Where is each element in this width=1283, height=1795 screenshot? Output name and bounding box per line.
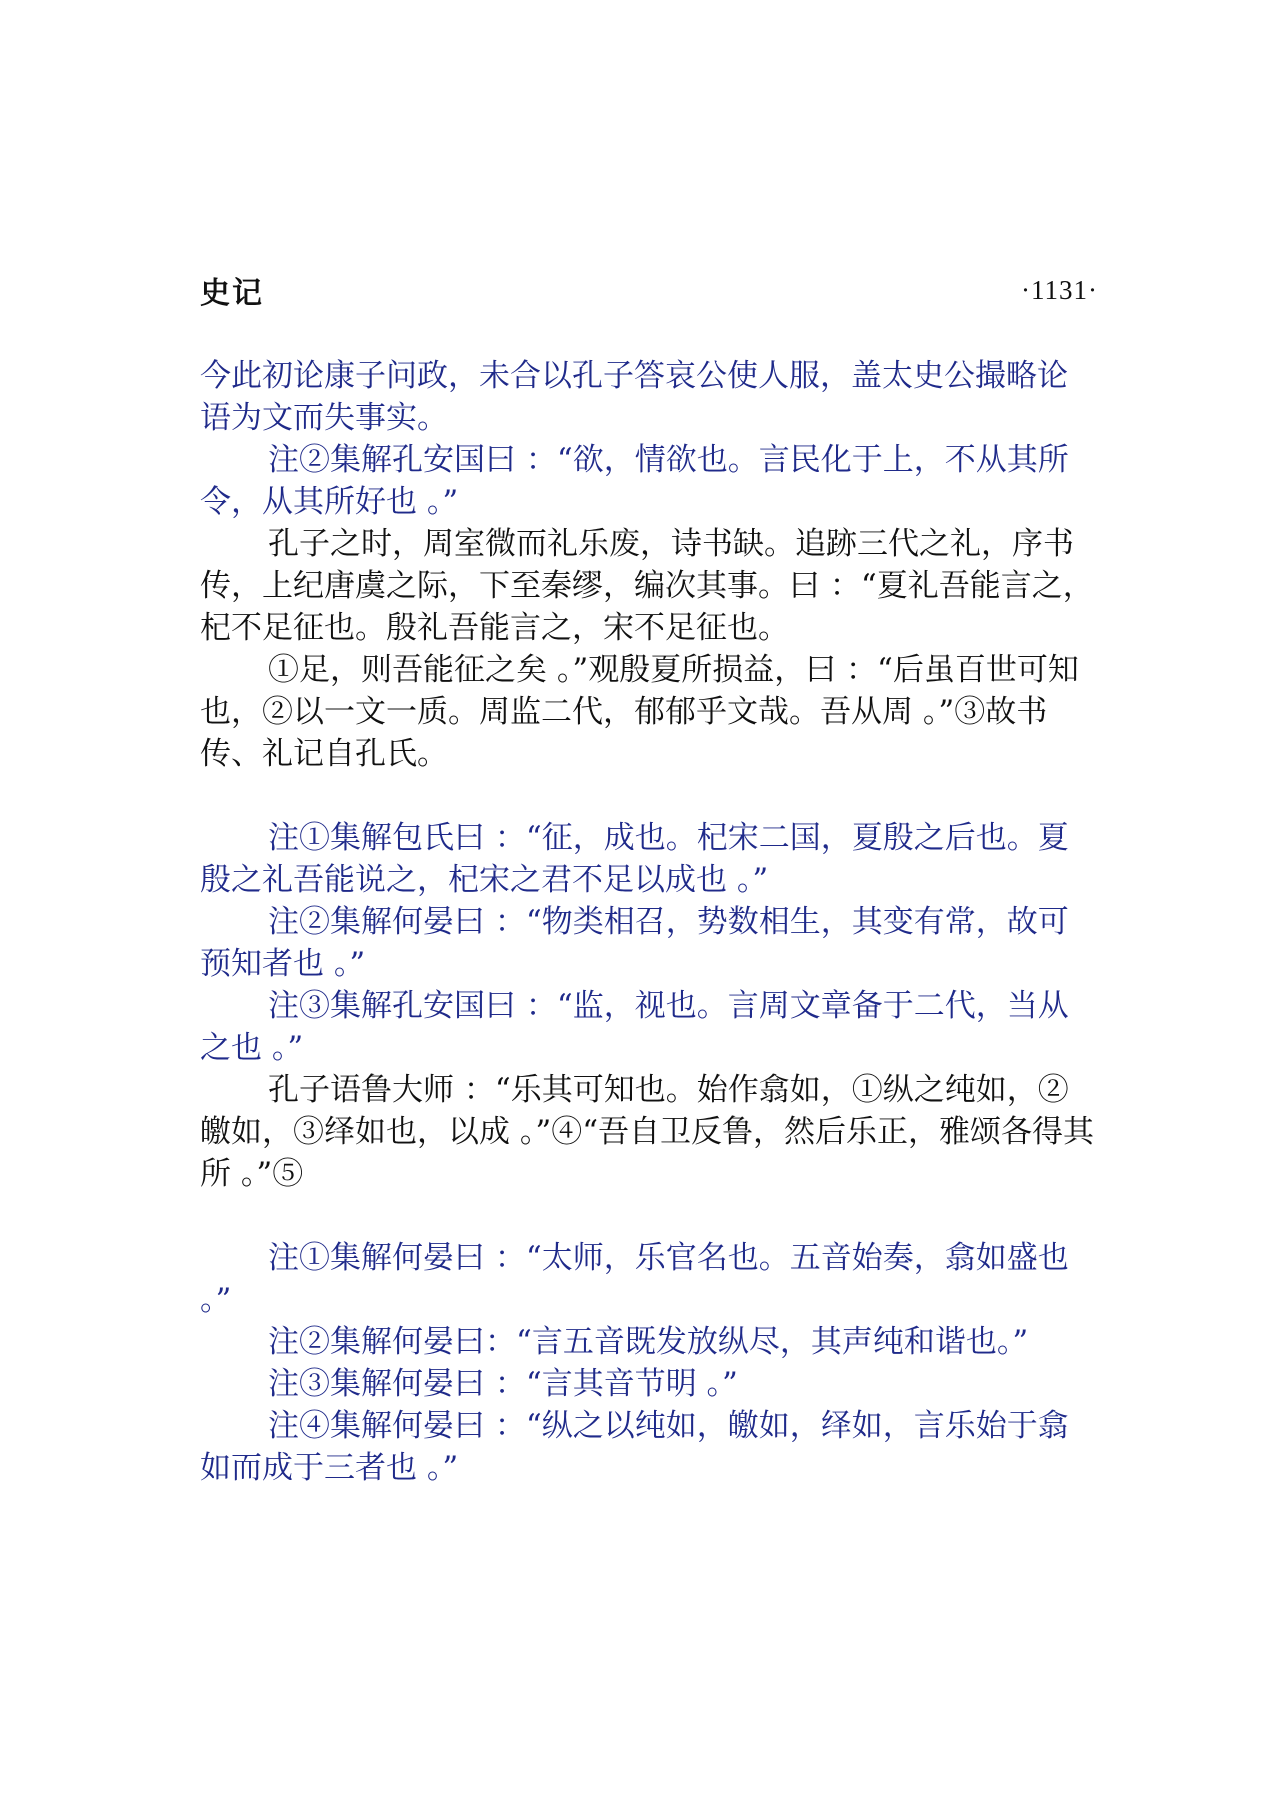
paragraph-continuation: 今此初论康子问政，未合以孔子答哀公使人服，盖太史公撮略论语为文而失事实。 xyxy=(200,358,1068,436)
main-text-paragraph: 孔子之时，周室微而礼乐废，诗书缺。追跡三代之礼，序书传，上纪唐虞之际，下至秦缪，编次其事。曰 ：“夏礼吾能言之，杞不足征也。殷礼吾能言之，宋不足征也。 xyxy=(200,526,1094,646)
page-body xyxy=(200,355,1098,1489)
annotation-paragraph: 注①集解何晏曰 ：“太师，乐官名也。五音始奏，翕如盛也 。” xyxy=(200,1240,1069,1318)
annotation-paragraph: 注③集解孔安国曰 ：“监，视也。言周文章备于二代，当从之也 。” xyxy=(200,988,1069,1066)
annotation-paragraph: 注①集解包氏曰 ：“征，成也。杞宋二国，夏殷之后也。夏殷之礼吾能说之，杞宋之君不足以成也 。” xyxy=(200,820,1069,898)
annotation-paragraph: 注④集解何晏曰 ：“纵之以纯如，皦如，绎如，言乐始于翕如而成于三者也 。” xyxy=(200,1408,1069,1486)
annotation-paragraph: 注②集解何晏曰：“言五音既发放纵尽，其声纯和谐也。” xyxy=(268,1324,1029,1360)
annotation-paragraph: 注③集解何晏曰 ：“言其音节明 。” xyxy=(268,1366,738,1402)
page-header xyxy=(200,270,1098,310)
annotation-paragraph: 注②集解何晏曰 ：“物类相召，势数相生，其变有常，故可预知者也 。” xyxy=(200,904,1069,982)
running-title: 史记 xyxy=(200,276,264,311)
main-text-paragraph: 孔子语鲁大师 ：“乐其可知也。始作翕如，①纵之纯如，②皦如，③绎如也，以成 。”④“吾自卫反鲁，然后乐正，雅颂各得其所 。”⑤ xyxy=(200,1072,1095,1192)
annotation-paragraph: 注②集解孔安国曰 ：“欲，情欲也。言民化于上，不从其所令，从其所好也 。” xyxy=(200,442,1069,520)
page-number: ·1131· xyxy=(1021,274,1098,305)
main-text-paragraph: ①足，则吾能征之矣 。”观殷夏所损益，曰 ：“后虽百世可知也，②以一文一质。周监二代，郁郁乎文哉。吾从周 。”③故书传、礼记自孔氏。 xyxy=(200,652,1079,772)
